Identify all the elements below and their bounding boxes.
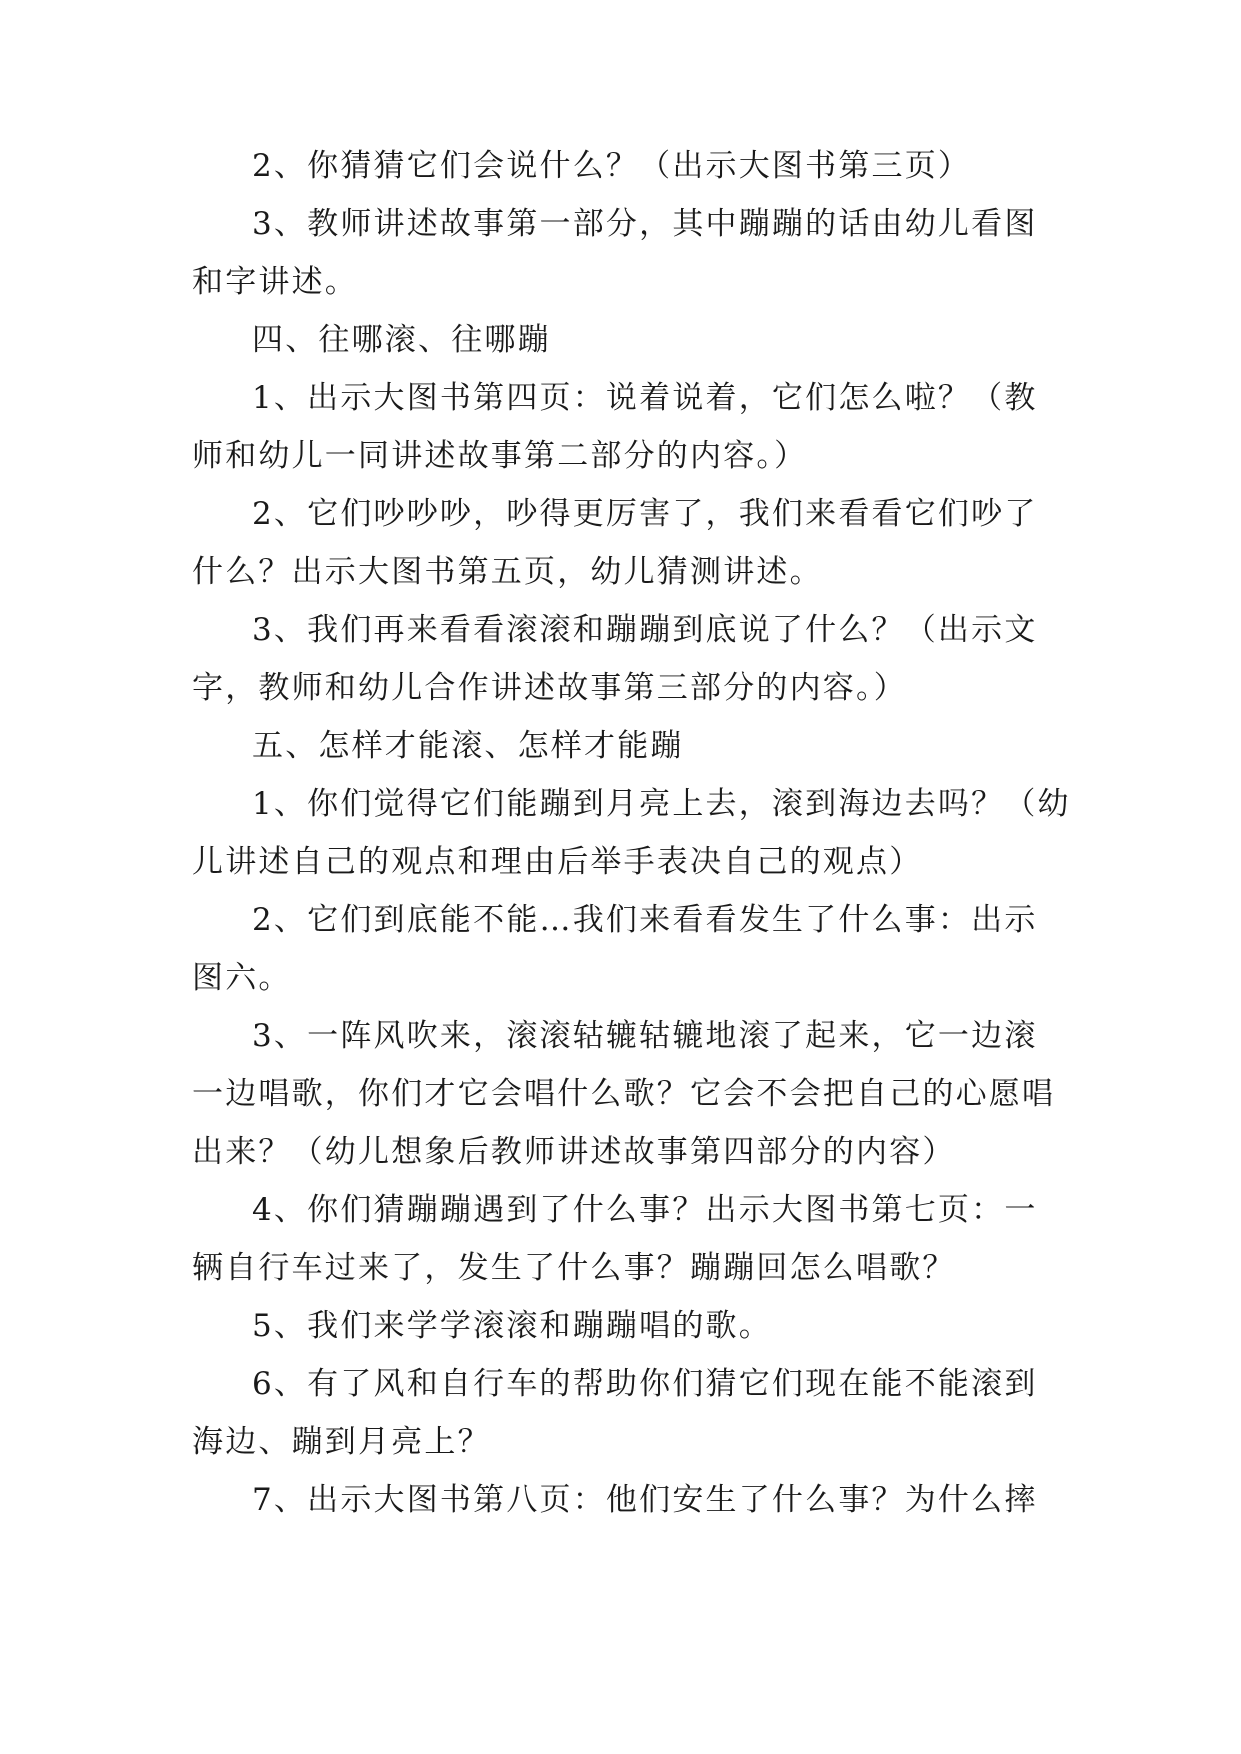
- text-line: 师和幼儿一同讲述故事第二部分的内容。）: [192, 438, 808, 474]
- text-line: 1、出示大图书第四页：说着说着，它们怎么啦？（教: [252, 380, 1038, 416]
- text-line: 3、我们再来看看滚滚和蹦蹦到底说了什么？（出示文: [252, 612, 1038, 648]
- section-heading: 五、怎样才能滚、怎样才能蹦: [252, 728, 684, 764]
- text-line: 2、它们到底能不能…我们来看看发生了什么事：出示: [252, 902, 1038, 938]
- text-line: 一边唱歌，你们才它会唱什么歌？它会不会把自己的心愿唱: [192, 1076, 1056, 1112]
- text-line: 6、有了风和自行车的帮助你们猜它们现在能不能滚到: [252, 1366, 1038, 1402]
- section-heading: 四、往哪滚、往哪蹦: [252, 322, 551, 358]
- text-line: 2、你猜猜它们会说什么？（出示大图书第三页）: [252, 148, 972, 184]
- text-line: 5、我们来学学滚滚和蹦蹦唱的歌。: [252, 1308, 772, 1344]
- text-line: 2、它们吵吵吵，吵得更厉害了，我们来看看它们吵了: [252, 496, 1038, 532]
- text-line: 1、你们觉得它们能蹦到月亮上去，滚到海边去吗？（幼: [252, 786, 1071, 822]
- text-line: 儿讲述自己的观点和理由后举手表决自己的观点）: [192, 844, 923, 880]
- text-line: 海边、蹦到月亮上？: [192, 1424, 491, 1460]
- text-line: 7、出示大图书第八页：他们安生了什么事？为什么摔: [252, 1482, 1038, 1518]
- text-line: 和字讲述。: [192, 264, 358, 300]
- text-line: 什么？出示大图书第五页，幼儿猜测讲述。: [192, 554, 823, 590]
- text-line: 辆自行车过来了，发生了什么事？蹦蹦回怎么唱歌？: [192, 1250, 956, 1286]
- text-line: 4、你们猜蹦蹦遇到了什么事？出示大图书第七页：一: [252, 1192, 1038, 1228]
- text-line: 字，教师和幼儿合作讲述故事第三部分的内容。）: [192, 670, 907, 706]
- text-line: 出来？（幼儿想象后教师讲述故事第四部分的内容）: [192, 1134, 956, 1170]
- text-line: 3、一阵风吹来，滚滚轱辘轱辘地滚了起来，它一边滚: [252, 1018, 1038, 1054]
- text-line: 3、教师讲述故事第一部分，其中蹦蹦的话由幼儿看图: [252, 206, 1038, 242]
- text-line: 图六。: [192, 960, 292, 996]
